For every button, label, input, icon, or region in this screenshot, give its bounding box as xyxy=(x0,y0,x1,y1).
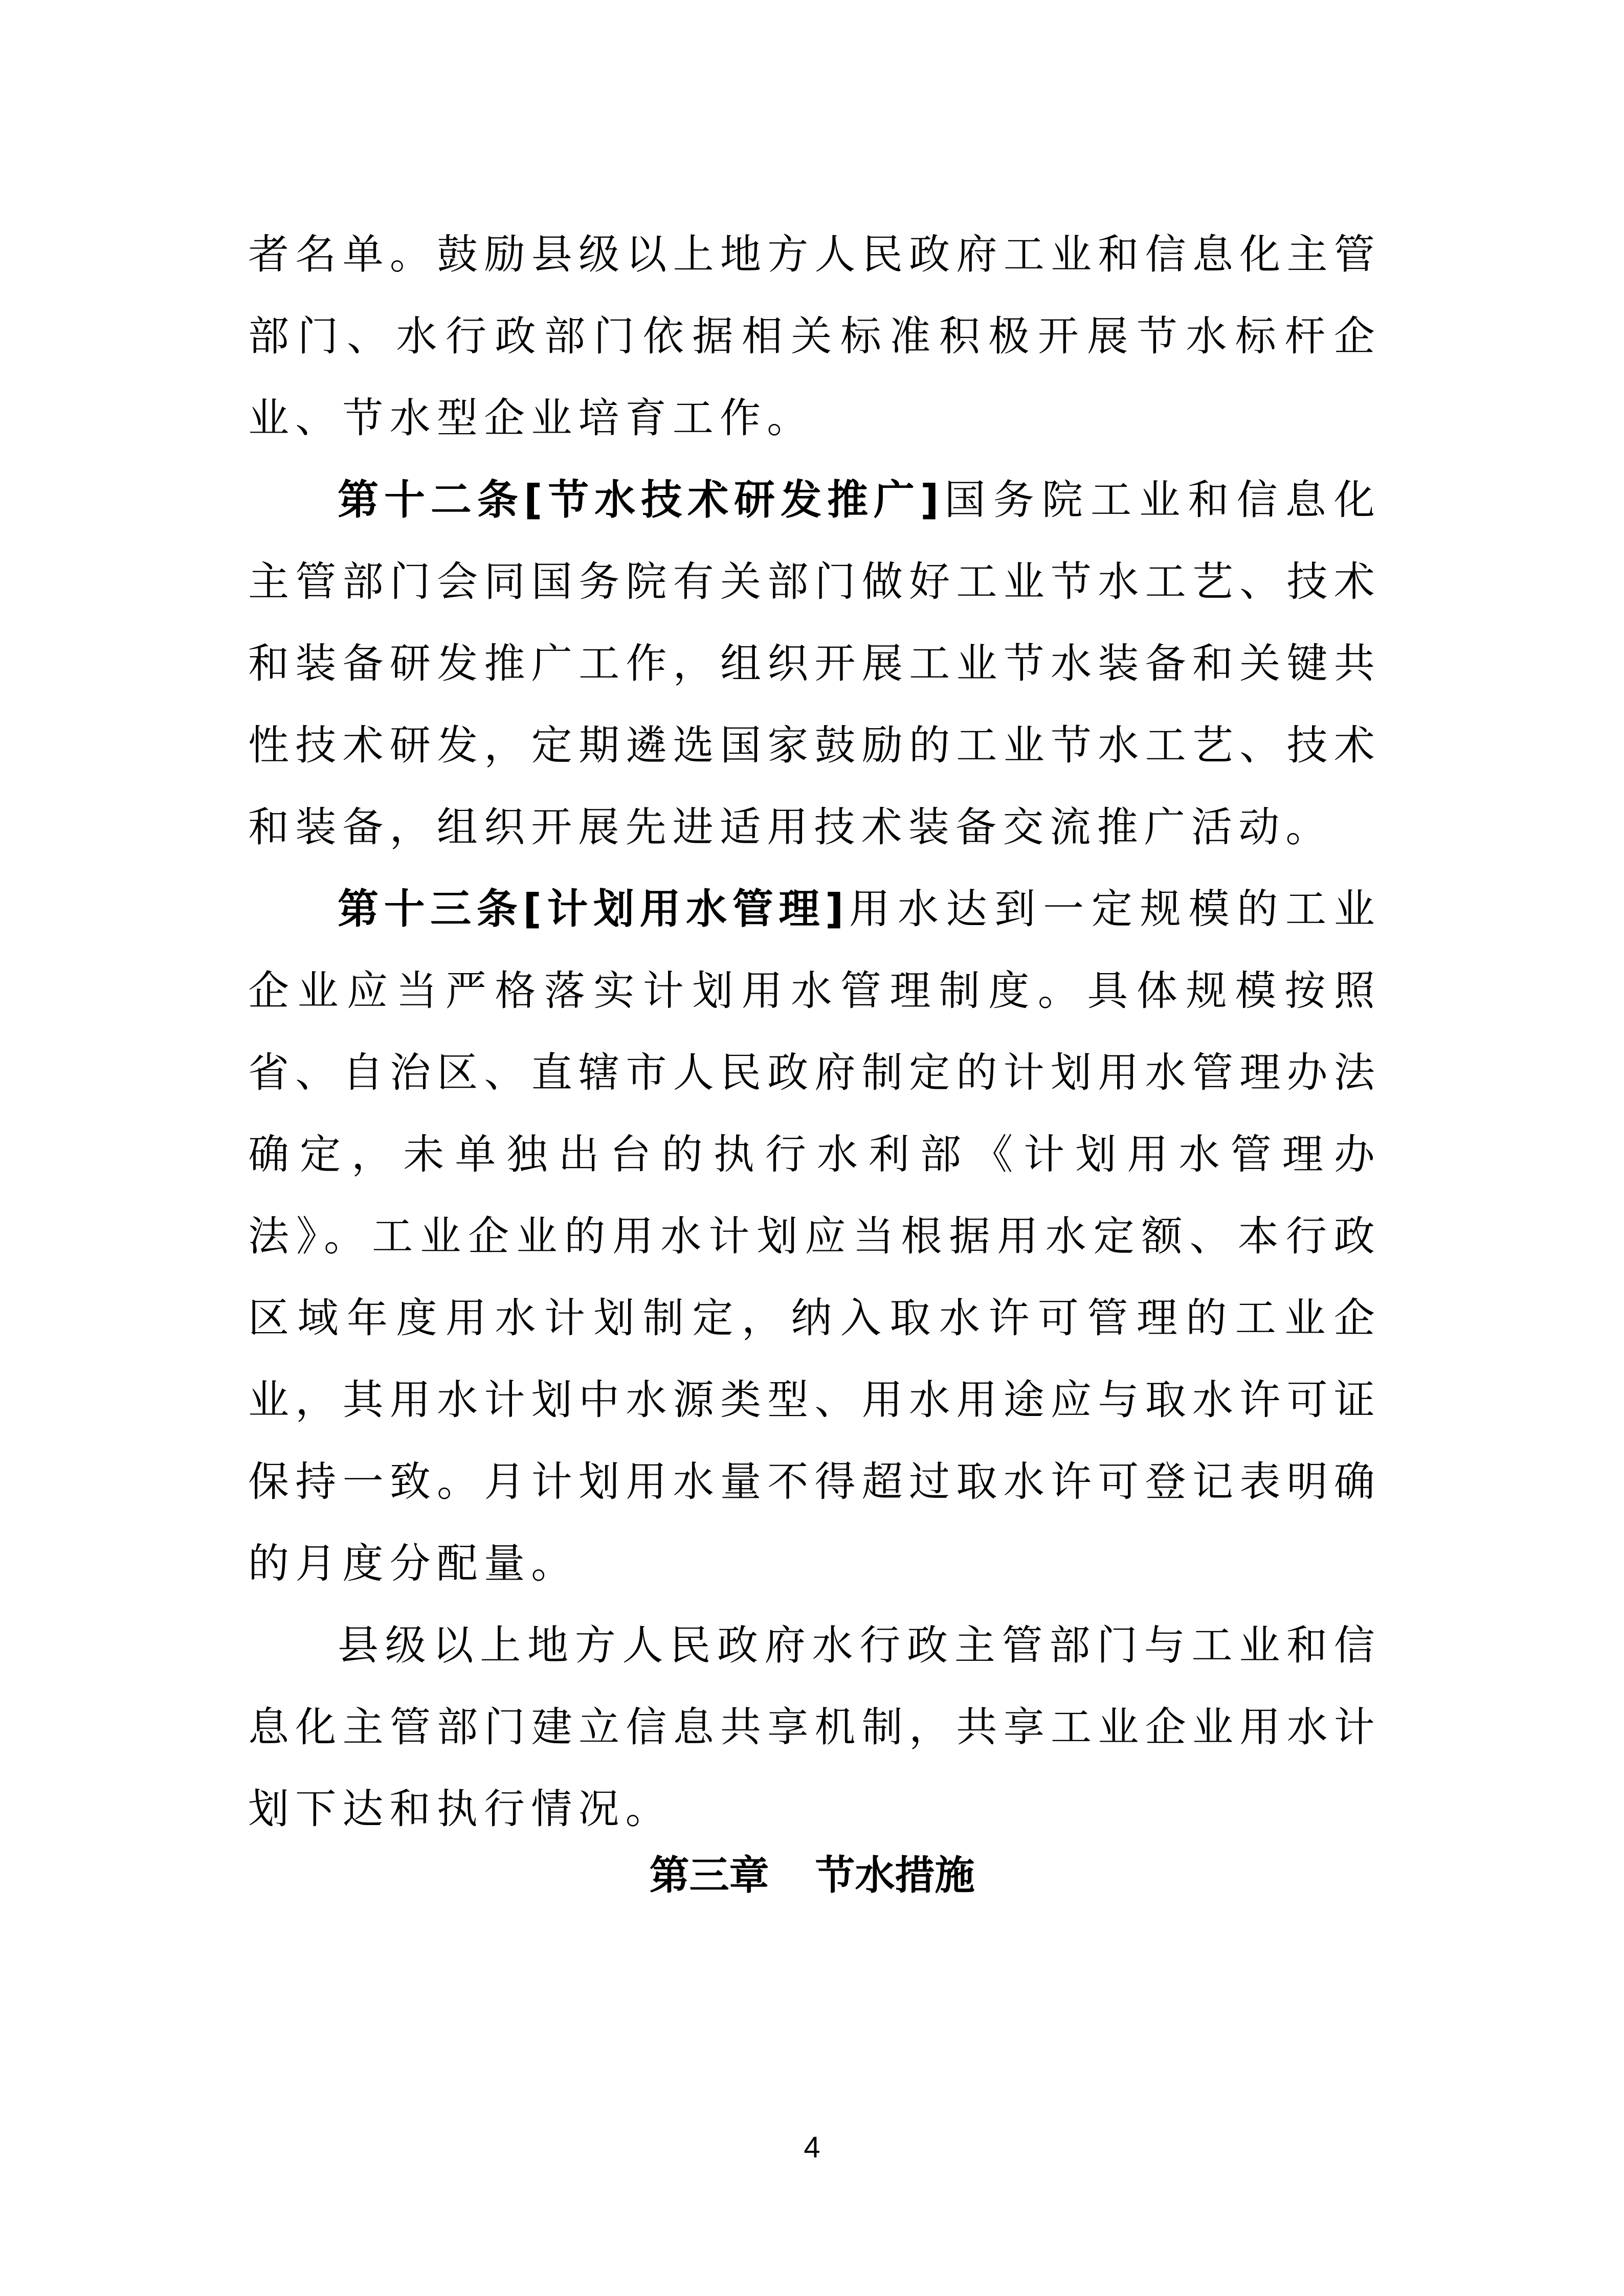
article-13-paragraph-2 xyxy=(248,1605,1381,1850)
article-title: 第十三条[计划用水管理] xyxy=(338,885,848,933)
article-title: 第十二条[节水技术研发推广] xyxy=(338,476,943,524)
paragraph-text: 县级以上地方人民政府水行政主管部门与工业和信息化主管部门建立信息共享机制，共享工业企业用水计划下达和执行情况。 xyxy=(248,1622,1381,1833)
chapter-heading xyxy=(0,1845,1624,1906)
page-number: 4 xyxy=(804,2131,820,2164)
article-13-paragraph xyxy=(248,868,1381,1605)
paragraph-text: 用水达到一定规模的工业企业应当严格落实计划用水管理制度。具体规模按照省、自治区、直辖市人民政府制定的计划用水管理办法确定，未单独出台的执行水利部《计划用水管理办法》。工业企业的用水计划应当根据用水定额、本行政区域年度用水计划制定，纳入取水许可管理的工业企业，其用水计划中水源类型、用水用途应与取水许可证保持一致。月计划用水量不得超过取水许可登记表明确的月度分配量。 xyxy=(248,885,1382,1587)
article-12-paragraph xyxy=(248,459,1381,868)
paragraph-continuation xyxy=(248,214,1381,459)
paragraph-text: 国务院工业和信息化主管部门会同国务院有关部门做好工业节水工艺、技术和装备研发推广工作，组织开展工业节水装备和关键共性技术研发，定期遴选国家鼓励的工业节水工艺、技术和装备，组织开展先进适用技术装备交流推广活动。 xyxy=(248,476,1381,851)
chapter-number: 第三章 xyxy=(649,1853,769,1899)
paragraph-text: 者名单。鼓励县级以上地方人民政府工业和信息化主管部门、水行政部门依据相关标准积极开展节水标杆企业、节水型企业培育工作。 xyxy=(248,231,1381,442)
document-body xyxy=(248,214,1381,1850)
chapter-title: 节水措施 xyxy=(815,1853,975,1899)
